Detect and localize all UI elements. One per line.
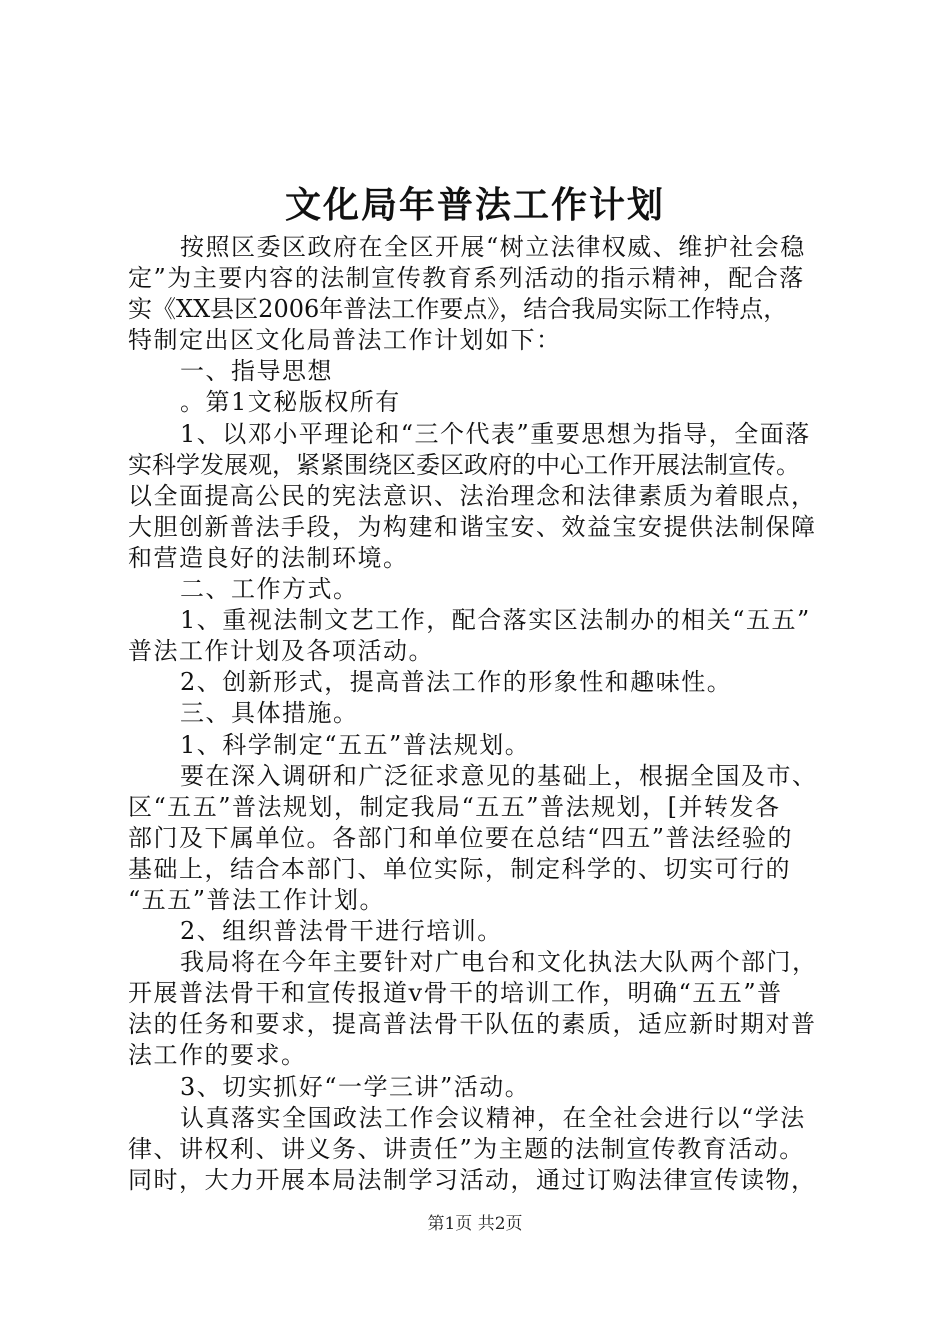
paragraph-line: 部门及下属单位。各部门和单位要在总结“四五”普法经验的 <box>128 823 794 852</box>
paragraph-line: 特制定出区文化局普法工作计划如下： <box>128 326 562 355</box>
paragraph-line: 普法工作计划及各项活动。 <box>128 637 434 666</box>
paragraph-line: 以全面提高公民的宪法意识、法治理念和法律素质为着眼点， <box>128 481 817 510</box>
document-body <box>128 232 828 1196</box>
paragraph-line: 大胆创新普法手段，为构建和谐宝安、效益宝安提供法制保障 <box>128 512 817 541</box>
subsection-heading: 3、切实抓好“一学三讲”活动。 <box>180 1072 531 1101</box>
paragraph-line: 实科学发展观，紧紧围绕区委区政府的中心工作开展法制宣传。 <box>128 450 800 479</box>
paragraph-line: 要在深入调研和广泛征求意见的基础上，根据全国及市、 <box>180 761 818 790</box>
paragraph-line: 法工作的要求。 <box>128 1041 307 1070</box>
paragraph-line: 同时，大力开展本局法制学习活动，通过订购法律宣传读物， <box>128 1165 817 1194</box>
paragraph-line: 基础上，结合本部门、单位实际，制定科学的、切实可行的 <box>128 854 791 883</box>
section-heading: 三、具体措施。 <box>180 699 359 728</box>
paragraph-line: 。第1文秘版权所有 <box>180 388 401 417</box>
paragraph-line: 律、讲权利、讲义务、讲责任”为主题的法制宣传教育活动。 <box>128 1134 805 1163</box>
subsection-heading: 2、组织普法骨干进行培训。 <box>180 917 503 946</box>
section-heading: 一、指导思想 <box>180 357 333 386</box>
paragraph-line: “五五”普法工作计划。 <box>128 885 386 914</box>
section-heading: 二、工作方式。 <box>180 575 359 604</box>
paragraph-line: 开展普法骨干和宣传报道v骨干的培训工作，明确“五五”普 <box>128 979 783 1008</box>
paragraph-line: 1、以邓小平理论和“三个代表”重要思想为指导，全面落 <box>180 419 811 448</box>
document-title: 文化局年普法工作计划 <box>284 185 665 226</box>
page-footer: 第1页 共2页 <box>427 1214 523 1234</box>
subsection-heading: 1、科学制定“五五”普法规划。 <box>180 730 531 759</box>
paragraph-line: 区“五五”普法规划，制定我局“五五”普法规划，[并转发各 <box>128 792 781 821</box>
paragraph-line: 定”为主要内容的法制宣传教育系列活动的指示精神，配合落 <box>128 264 805 293</box>
paragraph-line: 和营造良好的法制环境。 <box>128 543 409 572</box>
paragraph-line: 2、创新形式，提高普法工作的形象性和趣味性。 <box>180 668 733 697</box>
paragraph-line: 按照区委区政府在全区开展“树立法律权威、维护社会稳 <box>180 233 806 261</box>
paragraph-line: 我局将在今年主要针对广电台和文化执法大队两个部门， <box>180 948 818 977</box>
paragraph-line: 法的任务和要求，提高普法骨干队伍的素质，适应新时期对普 <box>128 1010 817 1039</box>
paragraph-line: 认真落实全国政法工作会议精神，在全社会进行以“学法 <box>180 1103 806 1132</box>
paragraph-line: 1、重视法制文艺工作，配合落实区法制办的相关“五五” <box>180 606 811 635</box>
paragraph-line: 实《XX县区2006年普法工作要点》，结合我局实际工作特点， <box>128 295 788 324</box>
